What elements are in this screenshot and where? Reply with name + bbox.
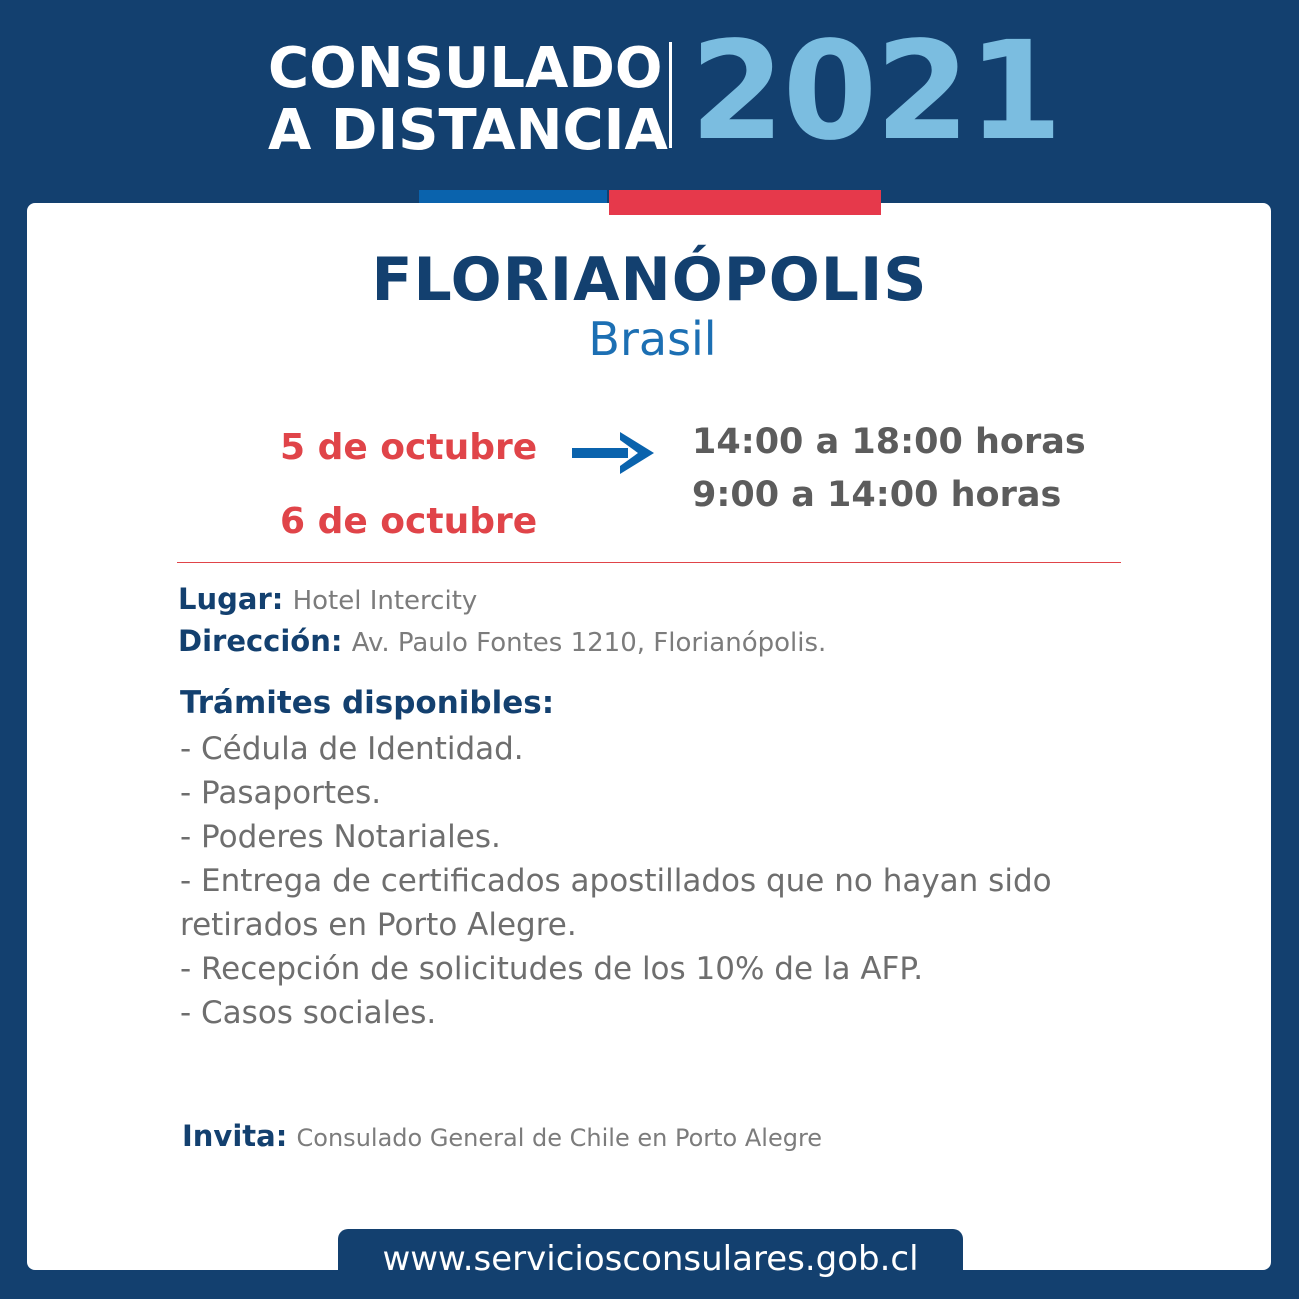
tramites-list: [180, 727, 1100, 1035]
invita-label: Invita:: [182, 1119, 288, 1153]
place-value: Hotel Intercity: [292, 586, 478, 616]
date-2: 6 de octubre: [280, 501, 538, 542]
list-item: - Recepción de solicitudes de los 10% de la AFP.: [180, 951, 924, 987]
flag-stripe-red: [609, 190, 881, 215]
time-2: 9:00 a 14:00 horas: [692, 475, 1062, 515]
list-item: - Poderes Notariales.: [180, 819, 501, 855]
city-name: FLORIANÓPOLIS: [371, 245, 928, 315]
date-1: 5 de octubre: [280, 427, 538, 468]
invita-row: [182, 1116, 822, 1158]
list-item: retirados en Porto Alegre.: [180, 907, 577, 943]
list-item: - Casos sociales.: [180, 995, 437, 1031]
address-row: [178, 622, 826, 662]
website-banner[interactable]: [338, 1229, 963, 1299]
address-label: Dirección:: [178, 624, 343, 658]
address-value: Av. Paulo Fontes 1210, Florianópolis.: [351, 628, 827, 658]
section-divider: [177, 562, 1121, 563]
header: [0, 0, 1299, 200]
tramites-title: Trámites disponibles:: [180, 685, 555, 721]
country-name: Brasil: [588, 312, 717, 366]
header-divider: [669, 42, 672, 148]
place-row: [178, 580, 477, 620]
header-title-line1: CONSULADO: [268, 36, 663, 101]
invita-value: Consulado General de Chile en Porto Alegre: [296, 1124, 823, 1152]
list-item: - Entrega de certificados apostillados que no hayan sido: [180, 863, 1052, 899]
website-link[interactable]: www.serviciosconsulares.gob.cl: [382, 1239, 919, 1279]
header-title-line2: A DISTANCIA: [268, 98, 668, 163]
header-year: 2021: [690, 13, 1061, 171]
place-label: Lugar:: [178, 582, 284, 616]
list-item: - Pasaportes.: [180, 775, 382, 811]
header-title: [268, 36, 668, 163]
list-item: - Cédula de Identidad.: [180, 731, 524, 767]
time-1: 14:00 a 18:00 horas: [692, 422, 1086, 462]
arrow-right-icon: [572, 430, 654, 476]
